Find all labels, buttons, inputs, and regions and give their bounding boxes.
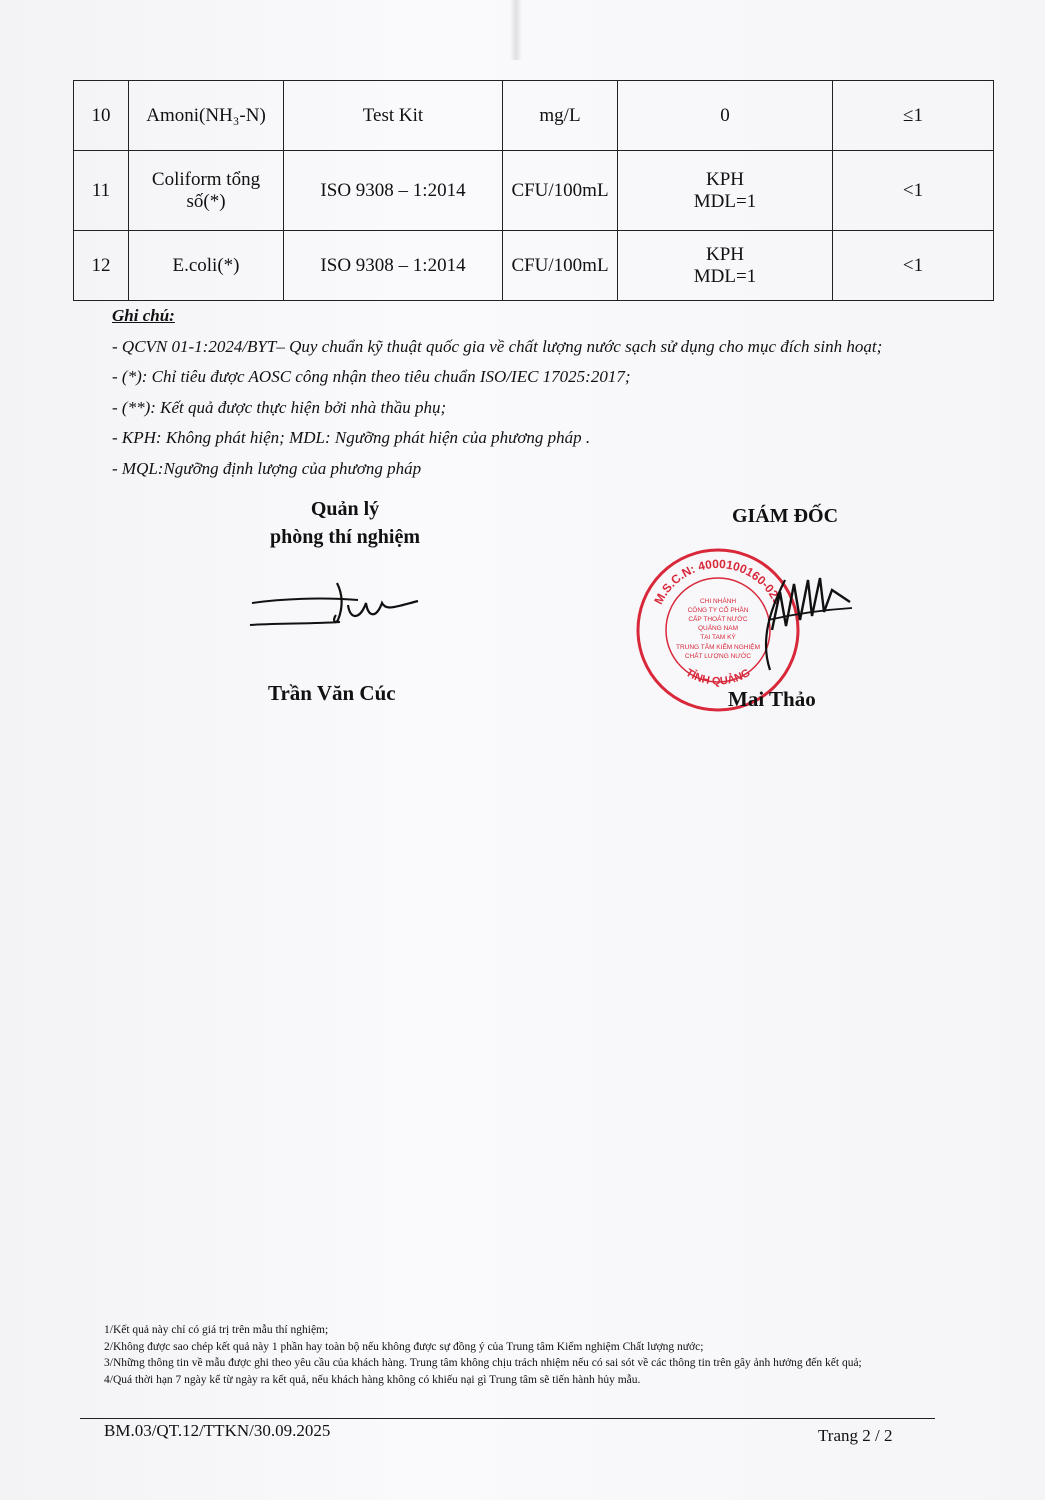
stamp-line: CHI NHÁNH: [699, 598, 737, 605]
stamp-line: CHẤT LƯỢNG NƯỚC: [684, 653, 752, 660]
note-item: - (*): Chỉ tiêu được AOSC công nhận theo tiêu chuẩn ISO/IEC 17025:2017;: [112, 367, 631, 386]
result: 0: [618, 81, 833, 151]
table-row: [74, 151, 994, 231]
result-line-1: KPH: [705, 168, 744, 190]
stamp-line: CẤP THOÁT NƯỚC: [688, 616, 748, 623]
stamp-bottom-text: TỈNH QUẢNG: [683, 666, 753, 688]
parameter-line-1: Coliform tổng: [151, 168, 261, 190]
note-item: - (**): Kết quả được thực hiện bởi nhà thầu phụ;: [112, 397, 447, 417]
result: [618, 231, 833, 301]
stamp-line: TRUNG TÂM KIỂM NGHIỆM: [675, 644, 761, 651]
stamp-line: TẠI TAM KỲ: [700, 634, 736, 641]
lab-manager-title-line-1: Quản lý: [310, 498, 380, 520]
unit: CFU/100mL: [503, 151, 618, 231]
note-item: - KPH: Không phát hiện; MDL: Ngưỡng phát hiện của phương pháp .: [112, 428, 591, 447]
table-row: [74, 231, 994, 301]
limit: <1: [833, 151, 994, 231]
footer-note: 3/Những thông tin về mẫu được ghi theo yêu cầu của khách hàng. Trung tâm không chịu trách nhiệm nếu có sai sót về các thông tin trên gây ảnh hưởng đến kết quả;: [104, 1357, 862, 1369]
lab-manager-title: [225, 495, 465, 551]
result-line-1: KPH: [705, 243, 744, 265]
results-table: [73, 80, 994, 301]
lab-manager-name: Trần Văn Cúc: [268, 681, 396, 705]
table-row: [74, 81, 994, 151]
stamp-ring-text: M.S.C.N: 4000100160-025: [651, 556, 785, 607]
director-title: GIÁM ĐỐC: [731, 505, 839, 527]
limit: <1: [833, 231, 994, 301]
form-code: BM.03/QT.12/TTKN/30.09.2025: [104, 1421, 331, 1440]
notes-section: [112, 301, 1012, 484]
unit: CFU/100mL: [503, 231, 618, 301]
row-number: 11: [74, 151, 129, 231]
footer-divider: [80, 1418, 935, 1419]
lab-manager-title-line-2: phòng thí nghiệm: [269, 526, 421, 548]
result: [618, 151, 833, 231]
director-signature: [740, 560, 860, 680]
unit: mg/L: [503, 81, 618, 151]
parameter-line-2: số(*): [186, 190, 226, 212]
footer-note: 4/Quá thời hạn 7 ngày kể từ ngày ra kết quả, nếu khách hàng không có khiếu nại gì Trung tâm sẽ tiến hành hủy mẫu.: [104, 1373, 641, 1386]
parameter-name: [129, 151, 284, 231]
lab-manager-signature: [240, 575, 440, 635]
limit: ≤1: [833, 81, 994, 151]
footer-notes: [104, 1322, 1004, 1388]
note-item: - QCVN 01-1:2024/BYT– Quy chuẩn kỹ thuật quốc gia về chất lượng nước sạch sử dụng cho mục đích sinh hoạt;: [112, 336, 883, 356]
footer-note: 1/Kết quả này chỉ có giá trị trên mẫu thí nghiệm;: [104, 1324, 329, 1336]
stamp-line: QUẢNG NAM: [697, 625, 739, 632]
result-line-2: MDL=1: [693, 265, 757, 287]
parameter-name: Amoni(NH₃-N): [129, 81, 284, 151]
test-method: Test Kit: [284, 81, 503, 151]
note-item: - MQL:Ngưỡng định lượng của phương pháp: [112, 458, 422, 478]
result-line-2: MDL=1: [693, 190, 757, 212]
row-number: 10: [74, 81, 129, 151]
page-number: Trang 2 / 2: [818, 1426, 893, 1445]
test-method: ISO 9308 – 1:2014: [284, 151, 503, 231]
notes-title: Ghi chú:: [112, 306, 175, 325]
footer-note: 2/Không được sao chép kết quả này 1 phần hay toàn bộ nếu không được sự đồng ý của Trung tâm Kiểm nghiệm Chất lượng nước;: [104, 1340, 704, 1353]
parameter-name: E.coli(*): [129, 231, 284, 301]
row-number: 12: [74, 231, 129, 301]
stamp-line: CÔNG TY CỔ PHẦN: [687, 607, 749, 614]
test-method: ISO 9308 – 1:2014: [284, 231, 503, 301]
paper-fold: [510, 0, 522, 60]
director-name: Mai Thảo: [728, 687, 816, 711]
